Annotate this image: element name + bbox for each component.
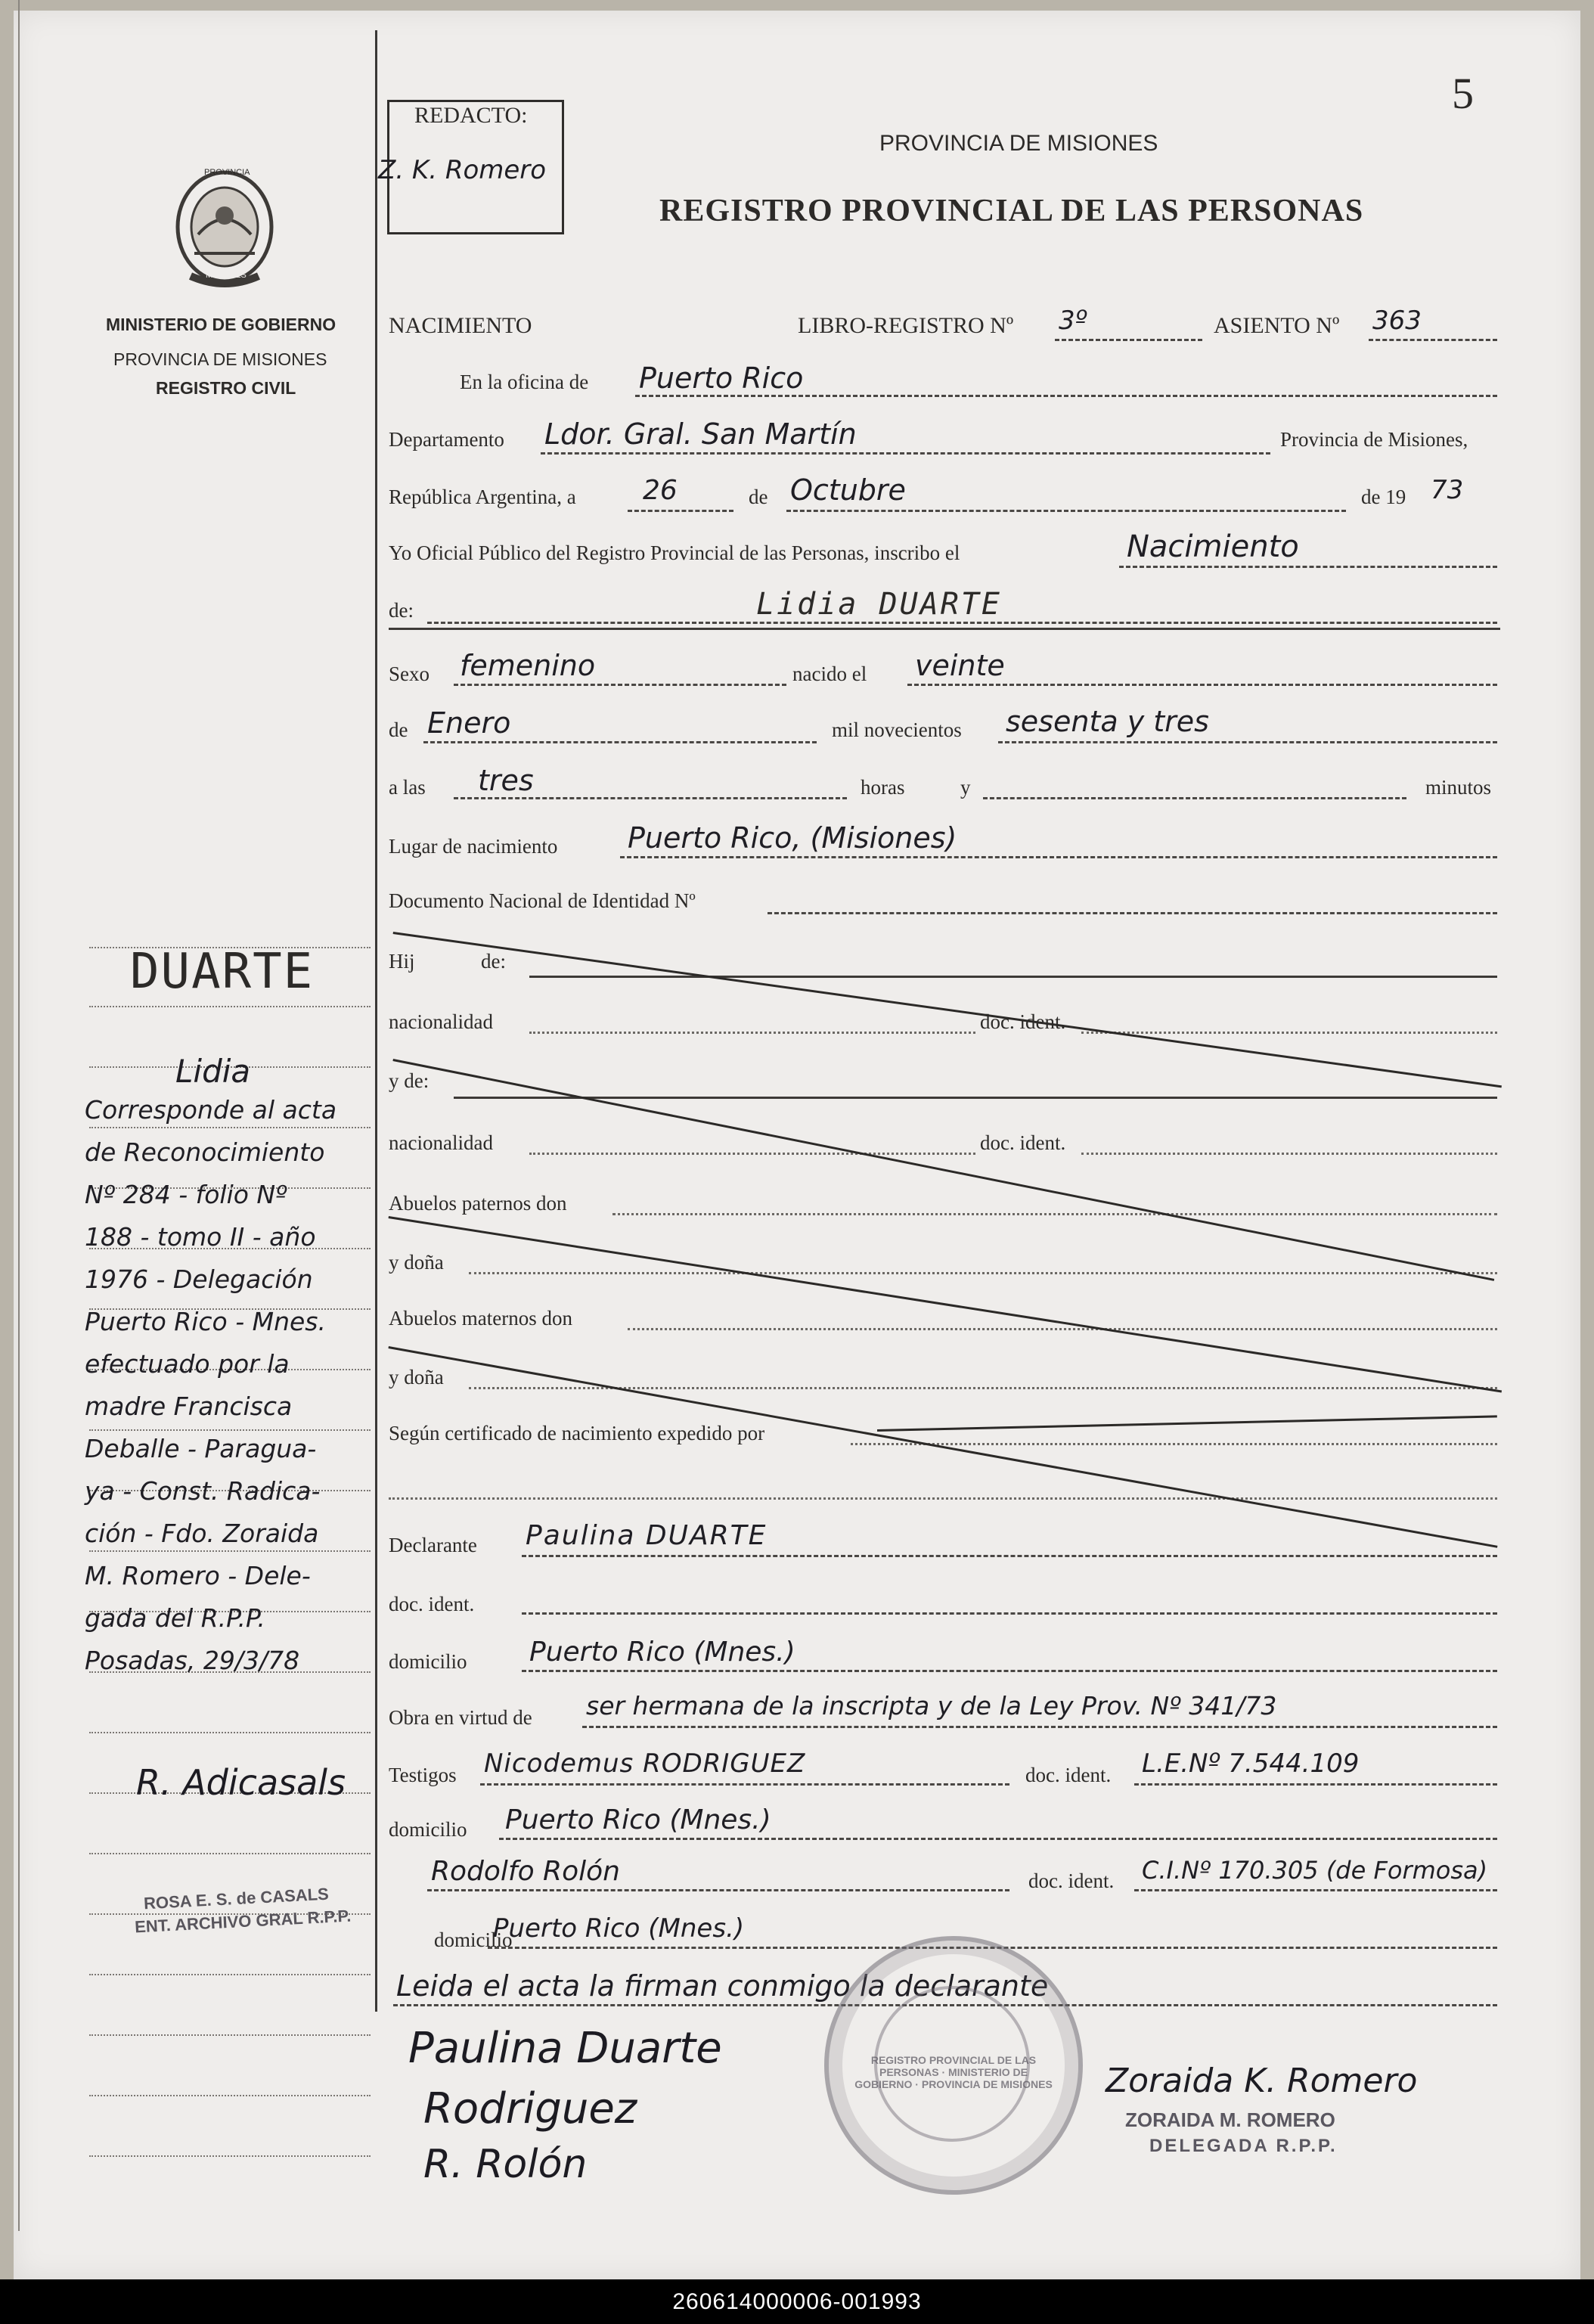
- testigo1-doc-line: [1134, 1783, 1497, 1786]
- sidebar-surname: DUARTE: [130, 944, 315, 1000]
- sidebar-ministry: MINISTERIO DE GOBIERNO: [106, 315, 336, 334]
- testigo2-name: Rodolfo Rolón: [431, 1856, 620, 1887]
- obra-value: ser hermana de la inscripta y de la Ley Prov. Nº 341/73: [586, 1691, 1277, 1721]
- hijo-de-label: de:: [481, 950, 506, 973]
- segun-line-2: [389, 1497, 1497, 1500]
- republica-label: República Argentina, a: [389, 486, 576, 508]
- year-prefix: de 19: [1361, 486, 1406, 508]
- sidebar-province: PROVINCIA DE MISIONES: [113, 349, 327, 369]
- officer-signature: Zoraida K. Romero: [1106, 2062, 1418, 2100]
- obra-label: Obra en virtud de: [389, 1706, 532, 1729]
- archive-stamp-line1: ROSA E. S. de CASALS: [143, 1884, 330, 1913]
- obra-line: [582, 1726, 1497, 1728]
- testigo2-domicilio: Puerto Rico (Mnes.): [493, 1913, 745, 1944]
- y-de-label: y de:: [389, 1069, 430, 1092]
- sidebar-given-name: Lidia: [175, 1053, 251, 1090]
- sidebar-rule: [89, 1732, 371, 1733]
- birth-year-line: [998, 741, 1497, 743]
- sidebar-note-line: efectuado por la: [85, 1349, 290, 1379]
- abuelos-paternos-label: Abuelos paternos don: [389, 1192, 567, 1215]
- segun-label: Según certificado de nacimiento expedido por: [389, 1422, 765, 1444]
- asiento-value: 363: [1372, 306, 1422, 336]
- birth-month-line: [423, 741, 817, 743]
- declarante-line: [522, 1555, 1497, 1557]
- departamento-line: [541, 452, 1270, 455]
- abuelos-maternos-line: [628, 1328, 1497, 1330]
- nacionalidad-line: [529, 1032, 975, 1034]
- testigo1-signature: Rodriguez: [423, 2084, 637, 2133]
- hijo-line: [529, 976, 1497, 978]
- sidebar-rule: [89, 1974, 371, 1975]
- de-mes-label: de: [389, 718, 408, 741]
- month-value: Octubre: [790, 473, 906, 507]
- doc-ident-label: doc. ident.: [389, 1593, 475, 1615]
- sexo-line: [454, 684, 786, 686]
- yo-oficial-label: Yo Oficial Público del Registro Provincial de las Personas, inscribo el: [389, 541, 960, 564]
- sidebar-note-line: Nº 284 - folio Nº: [85, 1180, 287, 1209]
- sidebar-rule: [89, 2034, 371, 2036]
- departamento-label: Departamento: [389, 428, 504, 451]
- segun-line: [851, 1443, 1497, 1445]
- doc-ident-label: doc. ident.: [1025, 1764, 1112, 1786]
- doc-ident-line: [1081, 1032, 1497, 1034]
- testigo2-doc: C.I.Nº 170.305 (de Formosa): [1142, 1856, 1488, 1885]
- province-title: PROVINCIA DE MISIONES: [879, 131, 1158, 156]
- seal-text: REGISTRO PROVINCIAL DE LAS PERSONAS · MINISTERIO DE GOBIERNO · PROVINCIA DE MISIONES: [854, 2054, 1053, 2090]
- sidebar-note-line: ción - Fdo. Zoraida: [85, 1519, 319, 1548]
- birth-month-value: Enero: [427, 706, 511, 740]
- nacido-label: nacido el: [792, 662, 867, 685]
- sidebar-note-line: Deballe - Paragua-: [85, 1434, 317, 1463]
- page-number: 5: [1452, 69, 1474, 118]
- de-colon-label: de:: [389, 599, 414, 622]
- domicilio-label: domicilio: [389, 1650, 467, 1673]
- y-label: y: [960, 776, 971, 799]
- nacionalidad-line: [529, 1153, 975, 1155]
- abuelos-paternos-line: [612, 1213, 1497, 1215]
- sidebar-rule: [89, 2155, 371, 2157]
- testigos-label: Testigos: [389, 1764, 457, 1786]
- name-line: [427, 622, 1497, 624]
- year-value: 73: [1431, 475, 1464, 505]
- sidebar-note-line: Corresponde al acta: [85, 1095, 337, 1125]
- sidebar-note-line: Posadas, 29/3/78: [85, 1646, 300, 1675]
- oficina-line: [635, 395, 1497, 397]
- de-label: de: [749, 486, 768, 508]
- abuelos-maternos-label: Abuelos maternos don: [389, 1307, 572, 1330]
- declarante-doc-line: [522, 1612, 1497, 1615]
- sidebar-rule: [89, 1006, 371, 1007]
- minutos-label: minutos: [1425, 776, 1492, 799]
- alas-label: a las: [389, 776, 426, 799]
- testigo1-line: [480, 1783, 1009, 1786]
- name-underline: [389, 628, 1500, 630]
- libro-value: 3º: [1059, 306, 1087, 336]
- officer-title-stamp: DELEGADA R.P.P.: [1149, 2136, 1338, 2156]
- testigo2-signature: R. Rolón: [423, 2142, 588, 2187]
- month-line: [786, 510, 1346, 512]
- sidebar-note-signature: R. Adicasals: [136, 1762, 346, 1803]
- y-dona-label: y doña: [389, 1366, 444, 1389]
- officer-name-stamp: ZORAIDA M. ROMERO: [1125, 2108, 1335, 2131]
- testigo2-doc-line: [1134, 1889, 1497, 1891]
- sidebar-note-line: madre Francisca: [85, 1392, 293, 1421]
- doc-ident-line: [1081, 1153, 1497, 1155]
- sidebar-civil-registry: REGISTRO CIVIL: [156, 378, 296, 398]
- sidebar-note-line: M. Romero - Dele-: [85, 1561, 311, 1590]
- emblem-top-text: PROVINCIA: [204, 168, 250, 177]
- sidebar-rule: [89, 1853, 371, 1854]
- nacimiento-label: NACIMIENTO: [389, 313, 532, 338]
- archive-stamp-line2: ENT. ARCHIVO GRAL R.P.P.: [134, 1906, 352, 1937]
- sidebar-note-line: de Reconocimiento: [85, 1137, 325, 1167]
- domicilio-label: domicilio: [434, 1928, 513, 1951]
- sidebar-note-line: 1976 - Delegación: [85, 1264, 313, 1294]
- sidebar-note-line: ya - Const. Radica-: [85, 1476, 321, 1506]
- sidebar-note: [85, 1089, 387, 1682]
- doc-ident-label: doc. ident.: [980, 1131, 1066, 1154]
- dni-line: [768, 912, 1497, 914]
- hijo-label: Hij: [389, 950, 415, 973]
- sexo-value: femenino: [460, 649, 596, 682]
- y-dona-label: y doña: [389, 1251, 444, 1274]
- doc-ident-label: doc. ident.: [1028, 1869, 1115, 1892]
- sidebar-note-line: 188 - tomo II - año: [85, 1222, 316, 1252]
- oficina-value: Puerto Rico: [639, 361, 804, 395]
- acto-value: Nacimiento: [1127, 529, 1299, 564]
- emblem-bottom-text: MISIONES: [206, 271, 247, 280]
- page-edge-line: [18, 0, 20, 2231]
- oficina-label: En la oficina de: [460, 371, 589, 393]
- dni-label: Documento Nacional de Identidad Nº: [389, 889, 696, 912]
- sidebar-rule: [89, 2095, 371, 2096]
- birth-year-value: sesenta y tres: [1006, 705, 1209, 738]
- horas-label: horas: [861, 776, 905, 799]
- footer-id-bar: [0, 2279, 1594, 2324]
- acto-line: [1119, 566, 1497, 568]
- name-value: Lidia DUARTE: [756, 587, 1002, 622]
- testigo1-doc: L.E.Nº 7.544.109: [1142, 1748, 1360, 1779]
- nacido-value: veinte: [915, 649, 1005, 682]
- declarante-signature: Paulina Duarte: [408, 2024, 722, 2073]
- mil-label: mil novecientos: [832, 718, 962, 741]
- departamento-value: Ldor. Gral. San Martín: [544, 417, 857, 451]
- leida-value: Leida el acta la firman conmigo la declarante: [396, 1969, 1049, 2003]
- testigo1-domicilio: Puerto Rico (Mnes.): [505, 1804, 771, 1835]
- domicilio-label: domicilio: [389, 1818, 467, 1841]
- asiento-label: ASIENTO Nº: [1214, 313, 1340, 338]
- sexo-label: Sexo: [389, 662, 430, 685]
- registry-title: REGISTRO PROVINCIAL DE LAS PERSONAS: [659, 194, 1364, 228]
- y-dona-line: [469, 1272, 1497, 1274]
- nacionalidad-label: nacionalidad: [389, 1010, 493, 1033]
- lugar-line: [620, 856, 1497, 858]
- declarante-domicilio-line: [522, 1670, 1497, 1672]
- nacido-line: [907, 684, 1497, 686]
- doc-ident-label: doc. ident.: [980, 1010, 1066, 1033]
- hour-value: tres: [478, 764, 534, 797]
- testigo1-domicilio-line: [499, 1838, 1497, 1840]
- lugar-label: Lugar de nacimiento: [389, 835, 558, 858]
- sidebar-note-line: Puerto Rico - Mnes.: [85, 1307, 326, 1336]
- registry-seal: [824, 1936, 1083, 2195]
- sidebar-note-line: gada del R.P.P.: [85, 1603, 265, 1633]
- declarante-label: Declarante: [389, 1534, 477, 1556]
- footer-id: 260614000006-001993: [672, 2288, 922, 2314]
- declarante-value: Paulina DUARTE: [526, 1520, 768, 1551]
- libro-line: [1055, 339, 1202, 341]
- y-de-line: [454, 1097, 1497, 1099]
- margin-line: [375, 30, 377, 2012]
- asiento-line: [1369, 339, 1497, 341]
- redacto-label: REDACTO:: [414, 103, 528, 128]
- declarante-domicilio: Puerto Rico (Mnes.): [529, 1637, 795, 1668]
- testigo2-line: [427, 1889, 1009, 1891]
- hour-line: [454, 797, 847, 799]
- testigo1-name: Nicodemus RODRIGUEZ: [484, 1748, 806, 1779]
- libro-label: LIBRO-REGISTRO Nº: [798, 313, 1014, 338]
- minutes-line: [983, 797, 1406, 799]
- redacto-signature: Z. K. Romero: [378, 155, 547, 185]
- day-line: [628, 510, 733, 512]
- day-value: 26: [643, 475, 678, 506]
- lugar-value: Puerto Rico, (Misiones): [628, 821, 957, 855]
- nacionalidad-label: nacionalidad: [389, 1131, 493, 1154]
- provincia-label: Provincia de Misiones,: [1280, 428, 1468, 451]
